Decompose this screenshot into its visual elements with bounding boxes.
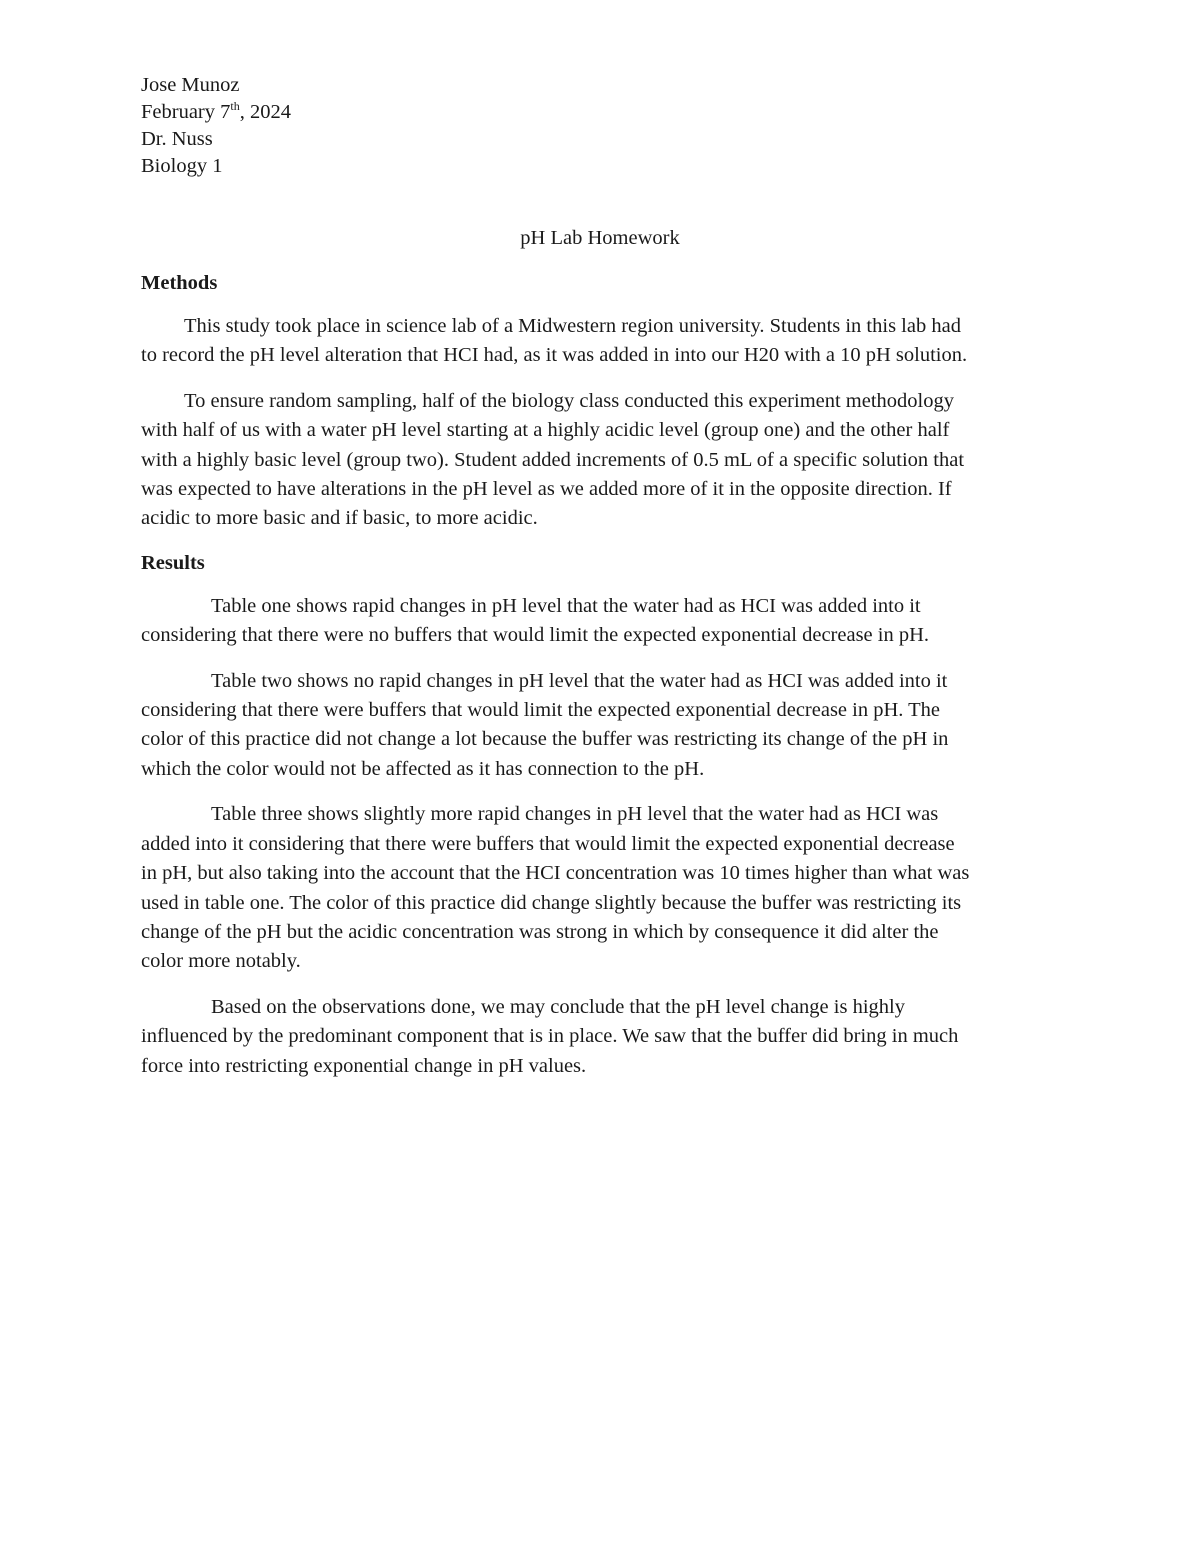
date-year: , 2024 xyxy=(239,101,291,123)
author-name: Jose Munoz xyxy=(141,74,240,96)
results-paragraph: Table two shows no rapid changes in pH level that the water had as HCI was added into it considering that there were buffers that would limit the expected exponential decrease in pH. The color of this practice did not change a lot because the buffer was restricting its change of the pH in which the color would not be affected as it has connection to the pH. xyxy=(141,669,949,780)
course-name: Biology 1 xyxy=(141,155,223,177)
results-paragraph: Table one shows rapid changes in pH level that the water had as HCI was added into it considering that there were no buffers that would limit the expected exponential decrease in pH. xyxy=(141,594,930,647)
instructor-name: Dr. Nuss xyxy=(141,128,213,150)
results-heading: Results xyxy=(141,551,205,574)
conclusion-paragraph: Based on the observations done, we may conclude that the pH level change is highly influenced by the predominant component that is in place. We saw that the buffer did bring in much force into restricting exponential change in pH values. xyxy=(141,995,959,1077)
methods-heading: Methods xyxy=(141,272,218,294)
document-header xyxy=(141,72,291,180)
methods-paragraph: To ensure random sampling, half of the biology class conducted this experiment methodology with half of us with a water pH level starting at a highly acidic level (group one) and the other half with a highly basic level (group two). Student added increments of 0.5 mL of a specific solution that was expected to have alterations in the pH level as we added more of it in the opposite direction. If acidic to more basic and if basic, to more acidic. xyxy=(141,389,965,530)
date-ordinal-suffix: th xyxy=(230,99,240,113)
submission-date xyxy=(141,99,291,126)
results-paragraph: Table three shows slightly more rapid changes in pH level that the water had as HCI was added into it considering that there were buffers that would limit the expected exponential decrease in pH, but also taking into the account that the HCI concentration was 10 times higher than what was used in table one. The color of this practice did change slightly because the buffer was restricting its change of the pH but the acidic concentration was strong in which by consequence it did alter the color more notably. xyxy=(141,803,970,973)
methods-paragraph: This study took place in science lab of a Midwestern region university. Students in this lab had to record the pH level alteration that HCI had, as it was added in into our H20 with a 10 pH solution. xyxy=(141,315,968,367)
date-month-day: February 7 xyxy=(141,101,231,123)
document-body xyxy=(141,270,971,1097)
document-title: pH Lab Homework xyxy=(520,227,680,249)
